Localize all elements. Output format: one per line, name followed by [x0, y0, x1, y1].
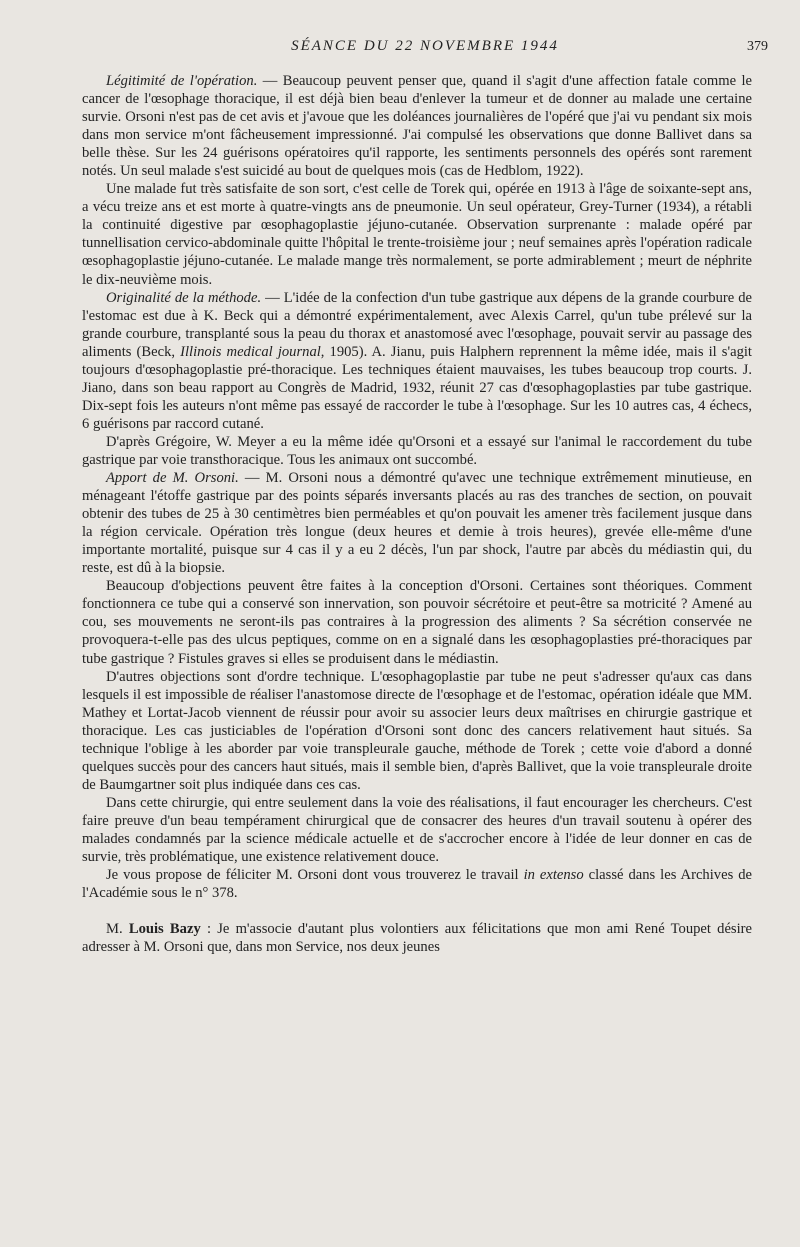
speaker-name: Louis Bazy	[128, 921, 201, 938]
paragraph-text: Je vous propose de féliciter M. Orsoni dont vous trouverez le travail	[106, 867, 524, 884]
paragraph-text: Dans cette chirurgie, qui entre seulement dans la voie des réalisations, il faut encourager les chercheurs. C'est faire preuve d'un beau tempérament chirurgical que de consacrer des heures d'un travail soutenu à opérer des malades condamnés par la science médicale actuelle et de s'accrocher encore à l'idée de leur donner en cas de survie, très problématique, une existence relativement douce.	[82, 794, 752, 866]
paragraph-gregoire	[82, 433, 752, 469]
paragraph-text-after: classé dans les Archives de l'Académie sous le n° 378.	[82, 867, 752, 902]
paragraph-conclusion	[82, 866, 752, 902]
italic-phrase: in extenso	[523, 867, 584, 884]
paragraph-lead: Légitimité de l'opération.	[106, 73, 258, 89]
paragraph-apport	[82, 469, 752, 577]
paragraph-objections-techniques	[82, 668, 752, 794]
speaker-prefix: M.	[106, 921, 129, 938]
journal-title: Illinois medical journal	[180, 343, 321, 360]
paragraph-torek	[82, 180, 752, 288]
paragraph-text-after: , 1905). A. Jianu, puis Halphern reprennent la même idée, mais il s'agit toujours d'œsophagoplastie pré-thoracique. Les techniques étaient mauvaises, les tubes beaucoup trop courts. J. Jiano, dans son beau rapport au Congrès de Madrid, 1932, réunit 27 cas d'œsophagoplasties par tube gastrique. Dix-sept fois les auteurs n'ont même pas essayé de raccorder le tube à l'œsophage. Sur les 10 autres cas, 4 échecs, 6 guérisons par raccord cutané.	[82, 343, 752, 432]
article-body	[82, 72, 752, 956]
paragraph-originalite	[82, 289, 752, 433]
paragraph-text: Une malade fut très satisfaite de son sort, c'est celle de Torek qui, opérée en 1913 à l'âge de soixante-sept ans, a vécu treize ans et est morte à quatre-vingts ans de pneumonie. Un seul opérateur, Grey-Turner (1934), a rétabli la continuité digestive par œsophagoplastie jéjuno-cutanée. Observation surprenante : malade opéré par tunnellisation cervico-abdominale quitte l'hôpital le trente-troisième jour ; neuf semaines après l'opération radicale œsophagoplastie jéjuno-cutanée. Le malade mange très normalement, se porte admirablement ; meurt de néphrite le dix-neuvième mois.	[82, 181, 752, 288]
page-number: 379	[747, 39, 768, 54]
paragraph-objections-theoriques	[82, 577, 752, 667]
paragraph-text: — L'idée de la confection d'un tube gastrique aux dépens de la grande courbure de l'estomac est due à K. Beck qui a démontré expérimentalement, avec Alexis Carrel, qu'un tube prélevé sur la grande courbure, transplanté sous la peau du thorax et anastomosé avec l'œsophage, pouvait servir au passage des aliments (Beck,	[82, 289, 752, 360]
page-header	[82, 38, 768, 64]
running-head: SÉANCE DU 22 NOVEMBRE 1944	[291, 38, 559, 54]
section-gap	[82, 902, 752, 920]
paragraph-text: D'après Grégoire, W. Meyer a eu la même idée qu'Orsoni et a essayé sur l'animal le raccordement du tube gastrique par voie transthoracique. Tous les animaux ont succombé.	[82, 433, 752, 468]
paragraph-text: Beaucoup d'objections peuvent être faites à la conception d'Orsoni. Certaines sont théoriques. Comment fonctionnera ce tube qui a conservé son innervation, son pouvoir sécrétoire et peut-être sa motricité ? Amené au cou, ses mouvements ne seront-ils pas contraires à la progression des aliments ? Sa sécrétion conservée ne provoquera-t-elle pas des ulcus peptiques, comme on en a signalé dans les œsophagoplasties pré-thoraciques par tube gastrique ? Fistules graves si elles se produisent dans le médiastin.	[82, 578, 752, 667]
paragraph-lead: Apport de M. Orsoni.	[106, 470, 239, 487]
paragraph-legitimite	[82, 72, 752, 180]
paragraph-bazy	[82, 920, 752, 956]
paragraph-text: D'autres objections sont d'ordre technique. L'œsophagoplastie par tube ne peut s'adresser qu'aux cas dans lesquels il est impossible de réaliser l'anastomose directe de l'œsophage et de l'estomac, opération idéale que MM. Mathey et Lortat-Jacob viennent de réussir pour avoir su associer leurs deux maîtrises en chirurgie gastrique et thoracique. Les cas justiciables de l'opération d'Orsoni sont donc des cancers relativement haut situés. Sa technique l'oblige à les aborder par voie transpleurale gauche, méthode de Torek ; cette voie d'abord a donné quelques succès pour des cancers haut situés, mais il semble bien, d'après Ballivet, que la voie transpleurale droite de Baumgartner soit plus indiquée dans ces cas.	[82, 668, 752, 793]
paragraph-chirurgie	[82, 794, 752, 866]
paragraph-text: — M. Orsoni nous a démontré qu'avec une technique extrêmement minutieuse, en ménageant l'étoffe gastrique par des points séparés inversants placés au ras des tranches de section, on pouvait obtenir des tubes de 25 à 30 centimètres bien perméables et qu'on pouvait les amener très facilement jusque dans la région cervicale. Opération très longue (deux heures et demie à trois heures), grevée elle-même d'une importante mortalité, puisque sur 4 cas il y a eu 2 décès, l'un par shock, l'autre par abcès du médiastin qui, du reste, est dû à la biopsie.	[82, 470, 752, 577]
paragraph-lead: Originalité de la méthode.	[106, 289, 262, 306]
paragraph-text: : Je m'associe d'autant plus volontiers aux félicitations que mon ami René Toupet désire adresser à M. Orsoni que, dans mon Service, nos deux jeunes	[82, 921, 752, 956]
paragraph-text: — Beaucoup peuvent penser que, quand il s'agit d'une affection fatale comme le cancer de l'œsophage thoracique, il est déjà bien beau d'enlever la tumeur et de donner au malade une certaine survie. Orsoni n'est pas de cet avis et j'avoue que les doléances journalières de l'opéré que j'ai vu pendant six mois dans mon service m'ont fâcheusement impressionné. J'ai compulsé les observations que donne Ballivet dans sa belle thèse. Sur les 24 guérisons opératoires qu'il rapporte, les sentiments personnels des opérés sont rarement notés. Un seul malade s'est suicidé au bout de quelques mois (cas de Hedblom, 1922).	[82, 73, 752, 180]
